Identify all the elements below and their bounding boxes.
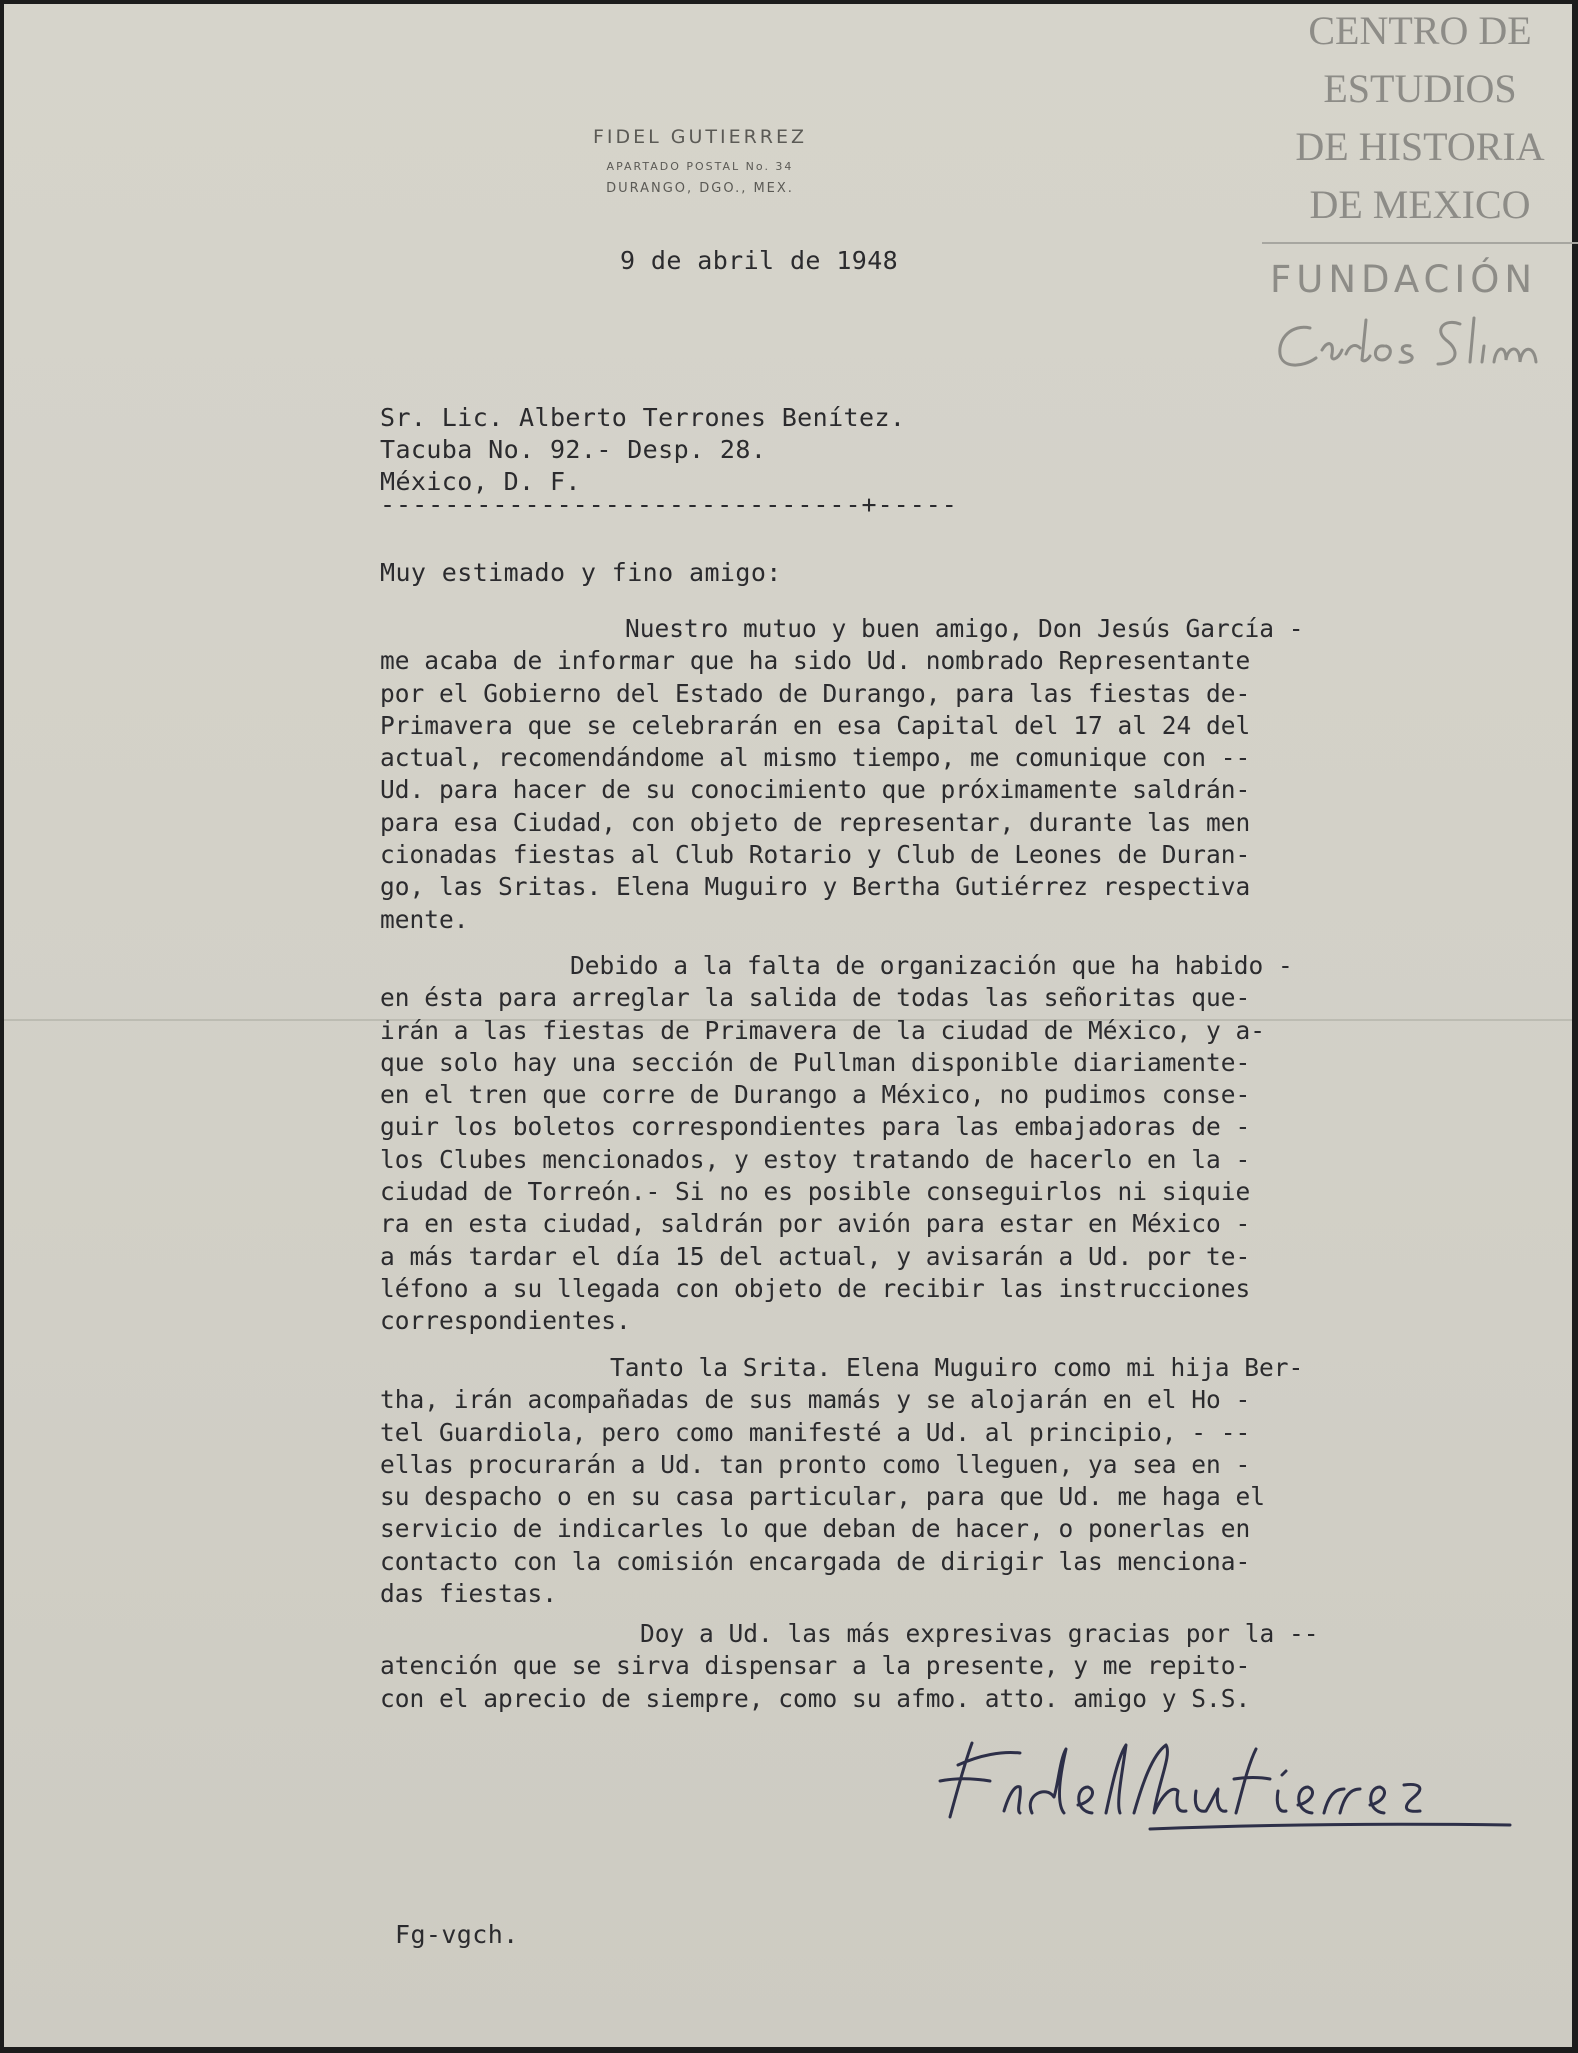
salutation: Muy estimado y fino amigo: <box>380 558 782 587</box>
letterhead-postal-box: APARTADO POSTAL No. 34 <box>606 160 794 173</box>
body-line: ciudad de Torreón.- Si no es posible conseguirlos ni siquie <box>380 1177 1251 1207</box>
body-line: Doy a Ud. las más expresivas gracias por la -- <box>640 1619 1319 1648</box>
stamp-divider <box>1262 242 1578 244</box>
body-line: Debido a la falta de organización que ha habido - <box>570 951 1293 980</box>
body-line: me acaba de informar que ha sido Ud. nombrado Representante <box>380 646 1251 676</box>
body-line: ellas procurarán a Ud. tan pronto como lleguen, ya sea en - <box>380 1449 1251 1479</box>
stamp-line: DE MEXICO <box>1309 182 1531 227</box>
letter-date: 9 de abril de 1948 <box>620 246 899 275</box>
body-line: Tanto la Srita. Elena Muguiro como mi hija Ber- <box>610 1353 1304 1382</box>
body-line: Primavera que se celebrarán en esa Capital del 17 al 24 del <box>380 710 1251 740</box>
body-line: mente. <box>380 904 469 934</box>
carlos-slim-signature-icon <box>1270 310 1570 380</box>
body-line: a más tardar el día 15 del actual, y avisarán a Ud. por te- <box>380 1241 1251 1271</box>
body-line: que solo hay una sección de Pullman disponible diariamente- <box>380 1047 1251 1077</box>
body-line: léfono a su llegada con objeto de recibir las instrucciones <box>380 1273 1251 1303</box>
letterhead-city: DURANGO, DGO., MEX. <box>606 181 794 196</box>
body-paragraph-1 <box>380 613 1304 936</box>
address-rule: ------------------------------+----- <box>380 490 958 519</box>
stamp-line: ESTUDIOS <box>1323 66 1517 111</box>
body-line: con el aprecio de siempre, como su afmo. atto. amigo y S.S. <box>380 1683 1251 1713</box>
body-line: cionadas fiestas al Club Rotario y Club de Leones de Duran- <box>380 840 1251 870</box>
body-line: contacto con la comisión encargada de dirigir las menciona- <box>380 1546 1251 1576</box>
body-line: guir los boletos correspondientes para las embajadoras de - <box>380 1112 1251 1142</box>
body-line: servicio de indicarles lo que deban de hacer, o ponerlas en <box>380 1514 1251 1544</box>
archive-stamp <box>1262 2 1578 234</box>
recipient-city: México, D. F. <box>380 467 581 496</box>
body-line: Nuestro mutuo y buen amigo, Don Jesús García - <box>625 614 1304 643</box>
letterhead-name: FIDEL GUTIERREZ <box>592 126 808 148</box>
fidel-gutierrez-signature-icon <box>920 1725 1530 1845</box>
body-paragraph-3 <box>380 1352 1303 1610</box>
body-line: para esa Ciudad, con objeto de representar, durante las men <box>380 807 1251 837</box>
body-line: das fiestas. <box>380 1579 558 1609</box>
recipient-name: Sr. Lic. Alberto Terrones Benítez. <box>380 403 906 432</box>
handwritten-signature <box>920 1725 1530 1850</box>
body-line: en ésta para arreglar la salida de todas las señoritas que- <box>380 983 1251 1013</box>
body-paragraph-2 <box>380 950 1293 1338</box>
body-paragraph-4 <box>380 1618 1319 1715</box>
body-line: tha, irán acompañadas de sus mamás y se alojarán en el Ho - <box>380 1385 1251 1415</box>
body-line: los Clubes mencionados, y estoy tratando de hacerlo en la - <box>380 1144 1251 1174</box>
recipient-street: Tacuba No. 92.- Desp. 28. <box>380 435 767 464</box>
body-line: en el tren que corre de Durango a México, no pudimos conse- <box>380 1080 1251 1110</box>
body-line: atención que se sirva dispensar a la presente, y me repito- <box>380 1651 1251 1681</box>
typist-initials: Fg-vgch. <box>395 1920 519 1949</box>
body-line: actual, recomendándome al mismo tiempo, me comunique con -- <box>380 743 1251 773</box>
body-line: ra en esta ciudad, saldrán por avión para estar en México - <box>380 1209 1251 1239</box>
body-line: irán a las fiestas de Primavera de la ciudad de México, y a- <box>380 1015 1266 1045</box>
body-line: go, las Sritas. Elena Muguiro y Bertha Gutiérrez respectiva <box>380 872 1251 902</box>
body-line: Ud. para hacer de su conocimiento que próximamente saldrán- <box>380 775 1251 805</box>
body-line: tel Guardiola, pero como manifesté a Ud. al principio, - -- <box>380 1417 1251 1447</box>
stamp-fundacion: FUNDACIÓN <box>1270 258 1538 301</box>
stamp-line: DE HISTORIA <box>1295 124 1545 169</box>
stamp-signature-logo <box>1270 310 1570 385</box>
body-line: por el Gobierno del Estado de Durango, para las fiestas de- <box>380 678 1251 708</box>
body-line: correspondientes. <box>380 1306 631 1336</box>
body-line: su despacho o en su casa particular, para que Ud. me haga el <box>380 1482 1266 1512</box>
stamp-line: CENTRO DE <box>1308 8 1532 53</box>
